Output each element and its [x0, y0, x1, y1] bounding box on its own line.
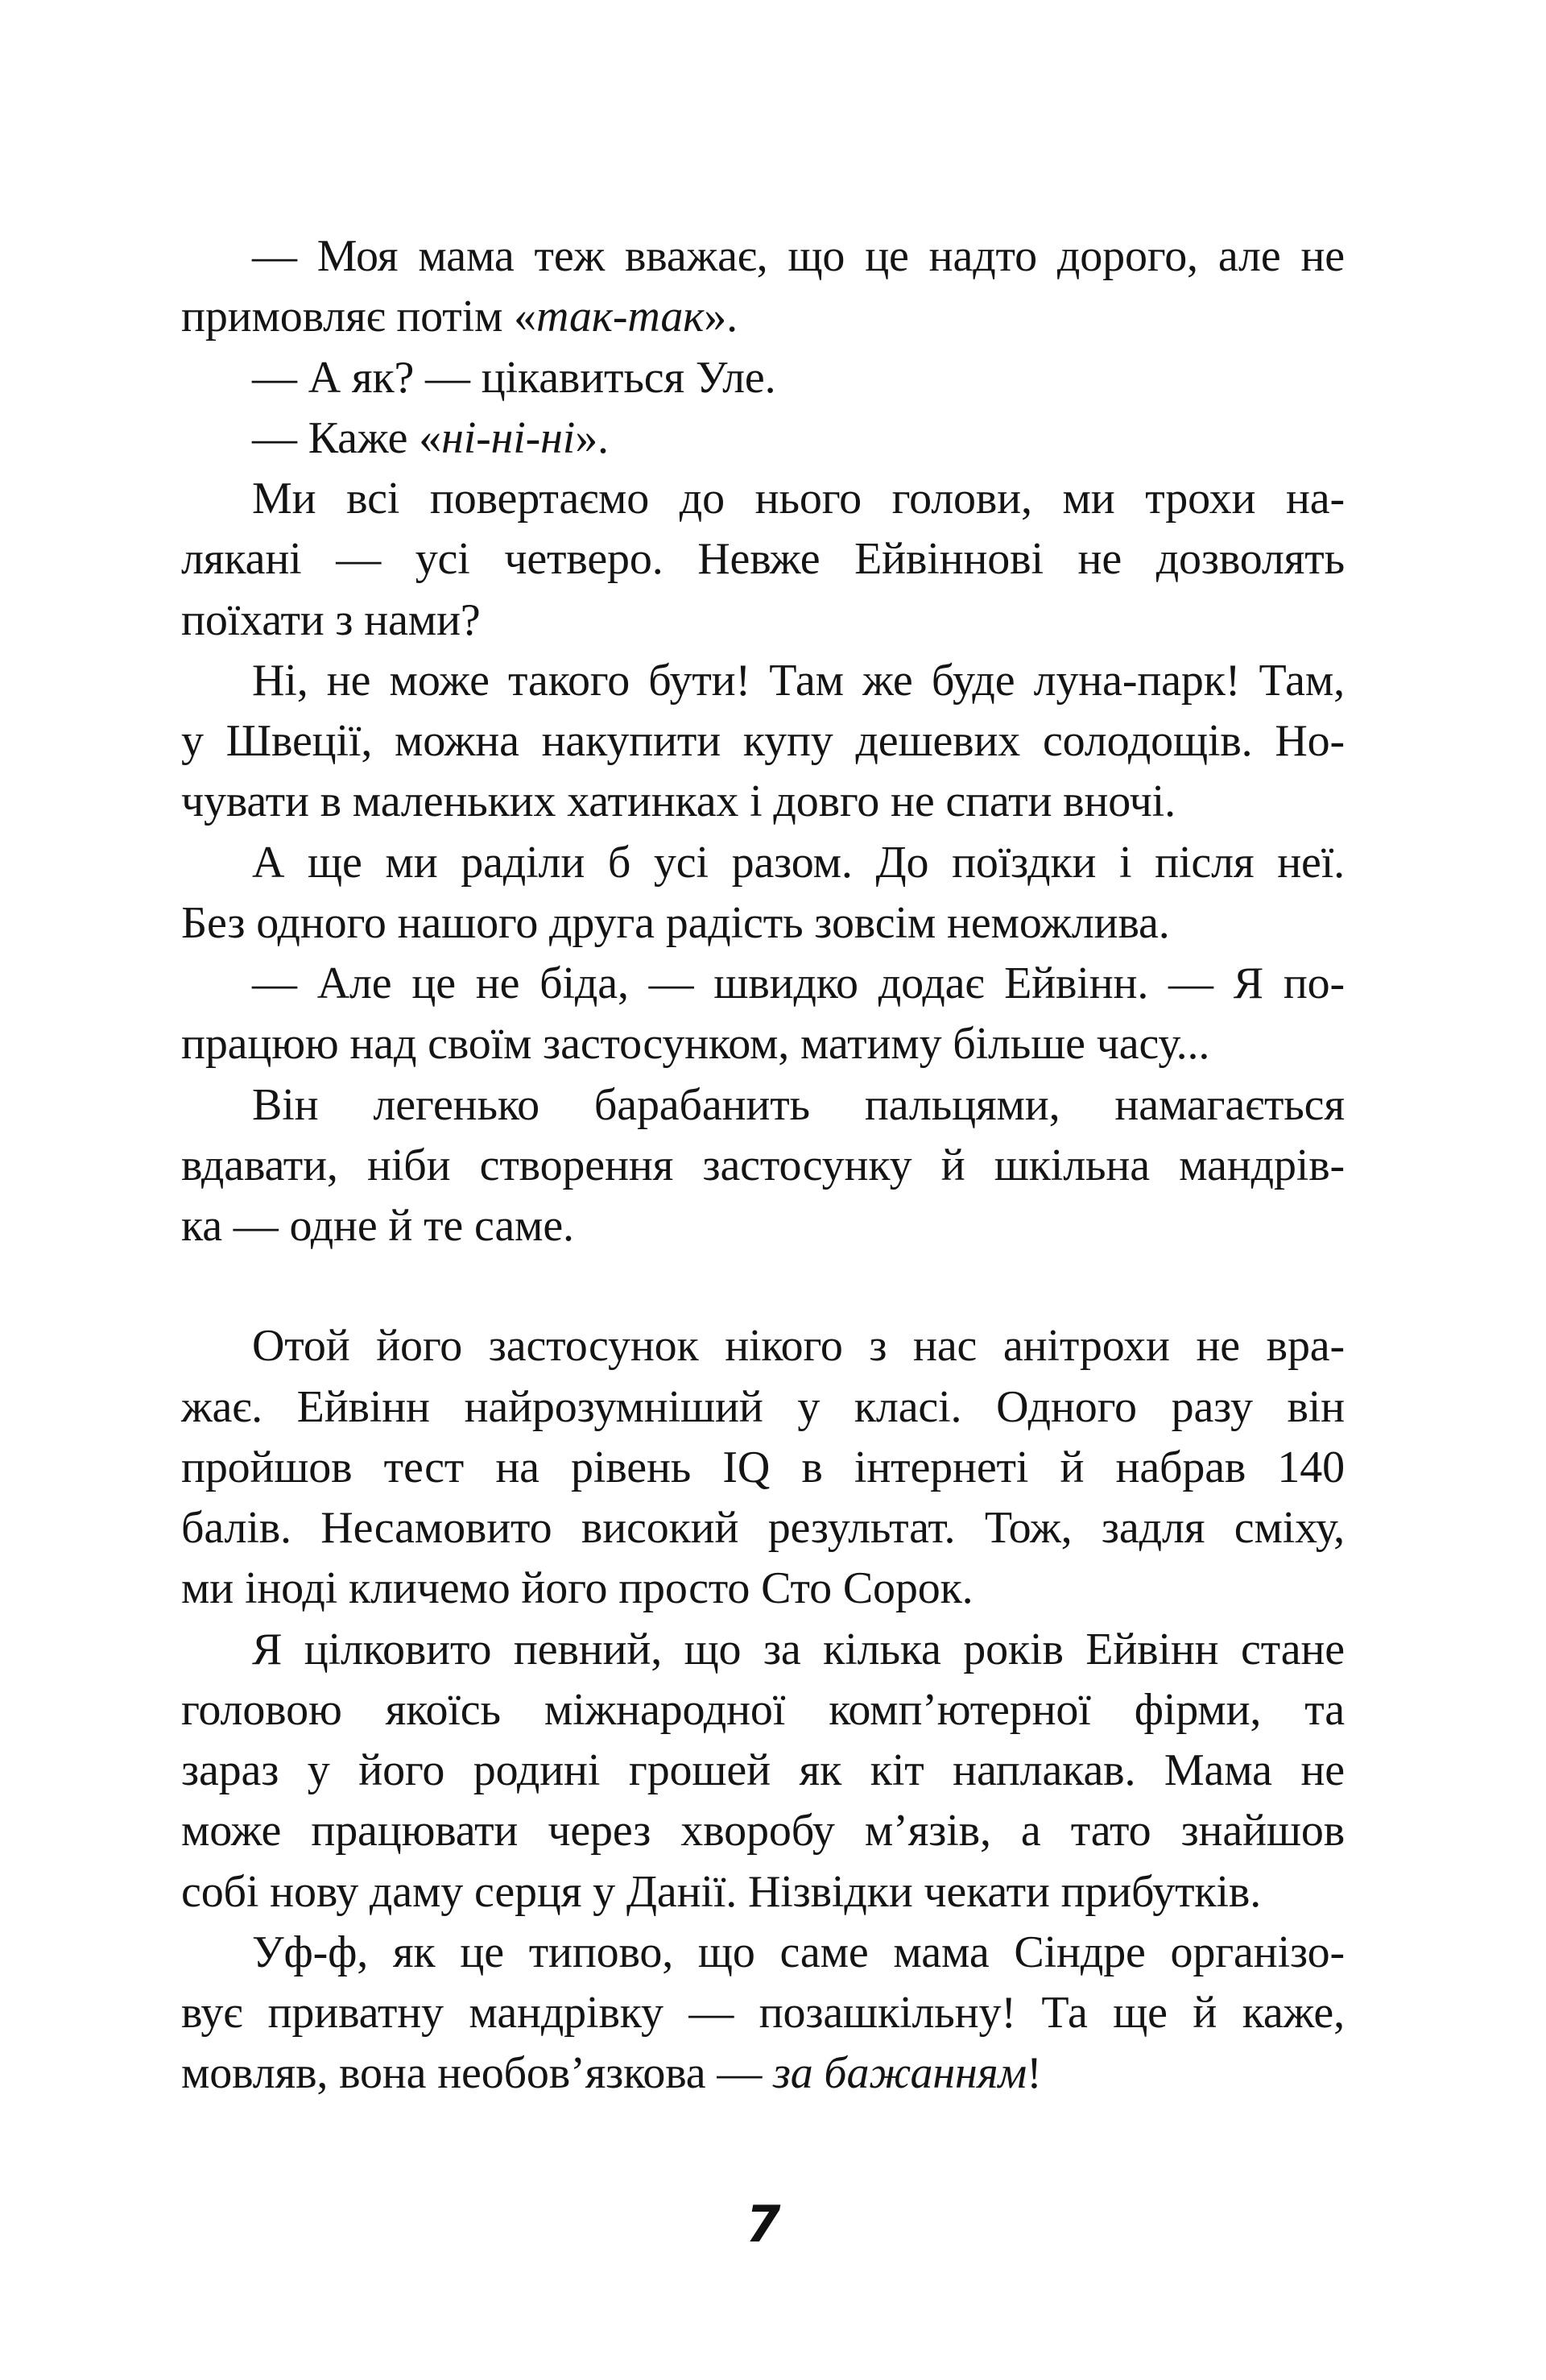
text-segment: чувати в маленьких хатинках і довго не спати вночі. — [181, 776, 1176, 827]
text-segment: Ні, не може такого бути! Там же буде луна-парк! Там, — [252, 655, 1345, 706]
text-line — [181, 954, 1345, 1014]
text-segment: мовляв, вона необов’язкова — — [181, 2048, 774, 2099]
text-segment: Без одного нашого друга радість зовсім неможлива. — [181, 897, 1170, 948]
text-line — [181, 1741, 1345, 1801]
text-segment: вдавати, ніби створення застосунку й шкільна мандрів- — [181, 1140, 1345, 1190]
text-line — [181, 1377, 1345, 1438]
text-line — [181, 287, 1345, 347]
text-segment: може працювати через хворобу м’язів, а тато знайшов — [181, 1806, 1345, 1856]
text-line — [181, 1680, 1345, 1741]
text-line — [181, 651, 1345, 711]
text-line — [181, 1983, 1345, 2043]
text-segment: Він легенько барабанить пальцями, намагається — [252, 1079, 1345, 1130]
text-segment: головою якоїсь міжнародної комп’ютерної фірми, та — [181, 1684, 1345, 1735]
text-line — [181, 1196, 1345, 1256]
text-segment: примовляє потім « — [181, 292, 536, 342]
text-line — [181, 1136, 1345, 1196]
section-break — [181, 1256, 1345, 1316]
page-number: 7 — [746, 2195, 781, 2254]
text-line — [181, 469, 1345, 529]
text-line — [181, 1862, 1345, 1923]
text-segment: працюю над своїм застосунком, матиму більше часу... — [181, 1019, 1210, 1070]
text-segment: поїхати з нами? — [181, 594, 481, 645]
text-line — [181, 893, 1345, 954]
text-line — [181, 529, 1345, 590]
text-line — [181, 1620, 1345, 1680]
text-line — [181, 348, 1345, 408]
text-line — [181, 711, 1345, 772]
text-segment: — Але це не біда, — швидко додає Ейвінн. — Я по- — [252, 958, 1345, 1008]
text-line — [181, 408, 1345, 469]
text-segment: зараз у його родині грошей як кіт наплакав. Мама не — [181, 1745, 1345, 1795]
text-segment: у Швеції, можна накупити купу дешевих солодощів. Но- — [181, 716, 1345, 766]
text-segment: лякані — усі четверо. Невже Ейвіннові не дозволять — [181, 534, 1345, 585]
text-segment: балів. Несамовито високий результат. Тож, задля сміху, — [181, 1503, 1345, 1553]
text-line — [181, 1923, 1345, 1983]
text-segment: Я цілковито певний, що за кілька років Ейвінн стане — [252, 1624, 1345, 1674]
text-segment: ми іноді кличемо його просто Сто Сорок. — [181, 1563, 973, 1614]
text-segment: Уф-ф, як це типово, що саме мама Сіндре організо- — [252, 1927, 1345, 1977]
text-segment: ! — [1027, 2048, 1042, 2099]
text-line — [181, 833, 1345, 893]
body-text — [181, 226, 1345, 2105]
text-line — [181, 772, 1345, 832]
text-line — [181, 1316, 1345, 1376]
text-segment: пройшов тест на рівень IQ в інтернеті й набрав 140 — [181, 1442, 1345, 1492]
text-segment: Ми всі повертаємо до нього голови, ми трохи на- — [252, 474, 1345, 524]
text-line — [181, 1075, 1345, 1136]
text-segment: А ще ми раділи б усі разом. До поїздки і після неї. — [252, 837, 1345, 888]
text-line — [181, 590, 1345, 651]
italic-text-segment: ні-ні-ні — [441, 412, 576, 463]
text-segment: ». — [575, 412, 609, 463]
text-segment: жає. Ейвінн найрозумніший у класі. Одного разу він — [181, 1381, 1345, 1432]
text-line — [181, 1498, 1345, 1558]
text-segment: — Моя мама теж вважає, що це надто дорого, але не — [252, 231, 1345, 281]
text-line — [181, 1438, 1345, 1498]
text-line — [181, 1014, 1345, 1074]
text-line — [181, 1801, 1345, 1861]
italic-text-segment: за бажанням — [773, 2048, 1027, 2099]
text-segment: собі нову даму серця у Данії. Нізвідки чекати прибутків. — [181, 1866, 1262, 1917]
text-segment: вує приватну мандрівку — позашкільну! Та ще й каже, — [181, 1988, 1345, 2038]
text-line — [181, 2043, 1345, 2104]
text-segment: — Каже « — [252, 412, 442, 463]
text-segment: ка — одне й те саме. — [181, 1201, 574, 1251]
text-segment: Отой його застосунок нікого з нас анітрохи не вра- — [252, 1321, 1345, 1372]
italic-text-segment: так-так — [535, 292, 705, 342]
text-line — [181, 226, 1345, 287]
text-line — [181, 1558, 1345, 1619]
text-segment: — А як? — цікавиться Уле. — [252, 352, 776, 403]
text-segment: ». — [704, 292, 738, 342]
